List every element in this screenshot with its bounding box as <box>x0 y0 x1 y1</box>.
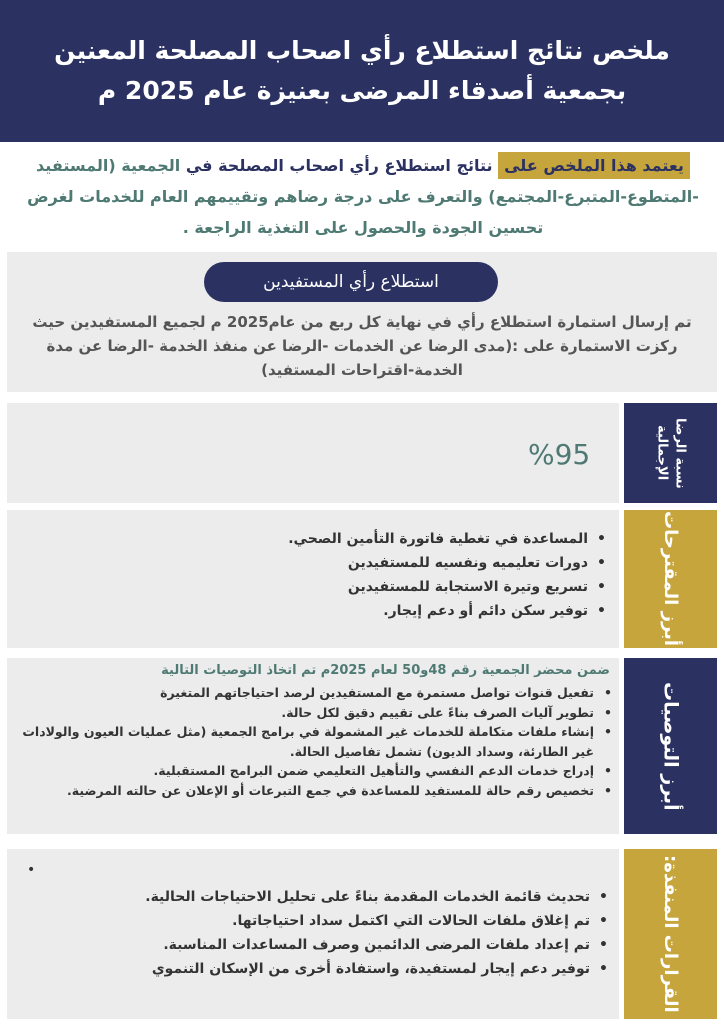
recommendations-label: أبرز التوصيات <box>659 681 682 811</box>
survey-pill: استطلاع رأي المستفيدين <box>204 262 498 302</box>
intro-highlight: يعتمد هذا الملخص على <box>498 152 690 179</box>
recommendations-label-box <box>624 658 717 834</box>
list-item: • توفير سكن دائم أو دعم إيجار. <box>40 599 610 623</box>
page-header <box>0 0 724 142</box>
decisions-label-box <box>624 849 717 1019</box>
list-item: • تخصيص رقم حالة للمستفيد للمساعدة في جمع التبرعات أو الإعلان عن حالته المرضية. <box>18 781 616 801</box>
list-item: • تم إعداد ملفات المرضى الدائمين وصرف المساعدات المناسبة. <box>30 933 612 957</box>
recommendations-list <box>18 683 616 800</box>
stray-bullet: • <box>27 862 36 878</box>
intro-bold: نتائج استطلاع رأي اصحاب المصلحة في <box>185 156 493 175</box>
satisfaction-value: %95 <box>528 438 591 471</box>
list-item: • المساعدة في تغطية فاتورة التأمين الصحي. <box>40 527 610 551</box>
suggestions-label: أبرز المقترحات <box>660 511 681 647</box>
suggestions-list <box>40 527 610 623</box>
list-item: • تفعيل قنوات تواصل مستمرة مع المستفيدين لرصد احتياجاتهم المتغيرة <box>18 683 616 703</box>
list-item: • تطوير آليات الصرف بناءً على تقييم دقيق لكل حالة. <box>18 703 616 723</box>
title-line-2: بجمعية أصدقاء المرضى بعنيزة عام 2025 م <box>97 76 627 105</box>
list-item: • إدراج خدمات الدعم النفسي والتأهيل التعليمي ضمن البرامج المستقبلية. <box>18 761 616 781</box>
decisions-list <box>30 885 612 981</box>
list-item: • تحديث قائمة الخدمات المقدمة بناءً على تحليل الاحتياجات الحالية. <box>30 885 612 909</box>
list-item: • تسريع وتيرة الاستجابة للمستفيدين <box>40 575 610 599</box>
survey-panel <box>7 252 717 392</box>
list-item: • إنشاء ملفات متكاملة للخدمات غير المشمولة في برامج الجمعية (مثل عمليات العيون والولادات غير الطارئة، وسداد الديون) تشمل تفاصيل الحالة. <box>18 722 616 761</box>
list-item: • تم إغلاق ملفات الحالات التي اكتمل سداد احتياجاتها. <box>30 909 612 933</box>
recommendations-heading: ضمن محضر الجمعية رقم 48و50 لعام 2025م تم اتخاذ التوصيات التالية <box>161 663 610 678</box>
intro-rest: الجمعية (المستفيد -المتطوع-المتبرع-المجتمع) والتعرف على درجة رضاهم وتقييمهم العام للخدمات لغرض تحسين الجودة والحصول على التغذية الراجعة . <box>27 156 699 237</box>
list-item: • توفير دعم إيجار لمستفيدة، واستفادة أخرى من الإسكان التنموي <box>30 957 612 981</box>
satisfaction-label: نسبة الرضا الإجمالية <box>654 417 688 489</box>
survey-body: تم إرسال استمارة استطلاع رأي في نهاية كل ربع من عام2025 م لجميع المستفيدين حيث ركزت الاستمارة على :(مدى الرضا عن الخدمات -الرضا عن منفذ الخدمة -الرضا عن مدة الخدمة-اقتراحات المستفيد) <box>32 313 692 379</box>
title-line-1: ملخص نتائج استطلاع رأي اصحاب المصلحة المعنين <box>54 36 670 65</box>
intro-paragraph <box>10 150 716 242</box>
list-item: • دورات تعليميه ونفسيه للمستفيدين <box>40 551 610 575</box>
satisfaction-label-box <box>624 403 717 503</box>
decisions-label: القرارات المنفذة: <box>660 855 681 1013</box>
suggestions-label-box <box>624 510 717 648</box>
